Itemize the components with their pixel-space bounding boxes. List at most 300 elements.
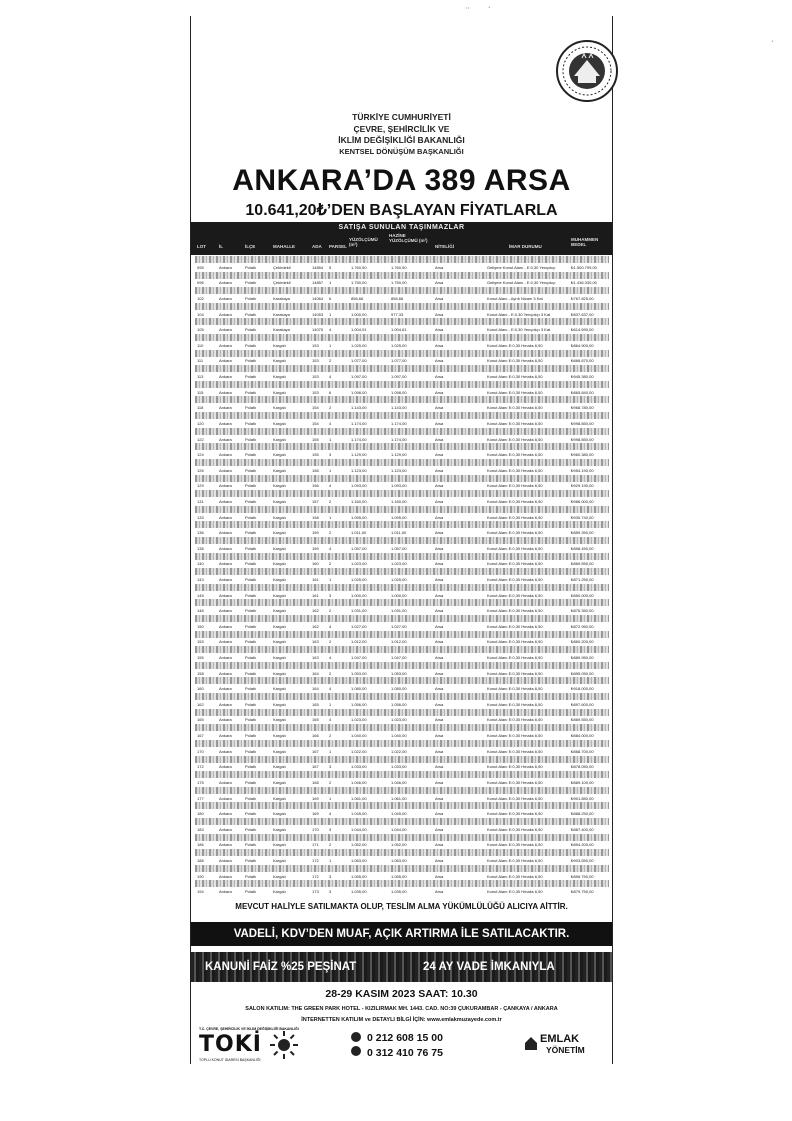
table-cell: Ankara [219, 592, 232, 598]
table-cell: 161 [312, 577, 319, 582]
table-cell: Polatlı [245, 779, 257, 785]
table-cell: Arsa [435, 701, 444, 707]
table-cell: Polatlı [245, 561, 257, 567]
table-cell: ₺968.780,00 [571, 405, 594, 411]
table-cell: Polatlı [245, 842, 257, 848]
table-cell: Polatlı [245, 889, 257, 895]
table-row-scan-noise [195, 490, 609, 497]
table-cell: ₺945.380,00 [571, 374, 594, 380]
table-cell: 1.093,00 [351, 483, 367, 489]
table-cell: 1.123,00 [351, 467, 367, 473]
table-cell: 166 [312, 733, 319, 739]
table-cell: Ankara [219, 311, 232, 317]
table-cell: Konut Alanı E:0,30 Hmaks 6,50 [487, 483, 543, 489]
table-cell: 1.160,00 [391, 498, 407, 504]
table-row-scan-noise [195, 365, 609, 372]
table-cell: Ankara [219, 296, 232, 302]
table-row-scan-noise [195, 631, 609, 638]
table-cell: Ankara [219, 655, 232, 661]
table-cell: 1.095,00 [351, 514, 367, 520]
table-cell: 122 [197, 436, 204, 442]
table-cell: Ankara [219, 264, 232, 270]
table-cell: Konut Alanı E:0,30 Hmaks 6,50 [487, 779, 543, 785]
table-cell: 1.025,00 [391, 577, 407, 582]
table-row [195, 873, 609, 880]
table-cell: 172 [312, 857, 319, 863]
table-cell: 165 [312, 701, 319, 707]
table-cell: 095 [197, 264, 204, 270]
table-cell: ₺903.550,00 [571, 857, 594, 863]
table-cell: Kargalı [273, 701, 286, 707]
table-cell: Konut Alanı E:0,30 Hmaks 6,50 [487, 717, 543, 723]
table-cell: 4 [329, 655, 332, 661]
table-cell: Karakaya [273, 311, 290, 317]
table-row-scan-noise [195, 568, 609, 575]
table-cell: 1.011,00 [391, 530, 407, 536]
table-cell: Ankara [219, 436, 232, 442]
table-cell: ₺860.200,00 [571, 639, 594, 645]
table-cell: 160 [312, 561, 319, 567]
table-cell: Polatlı [245, 811, 257, 817]
seal-icon [556, 40, 618, 102]
table-cell: 856,66 [391, 296, 404, 302]
table-cell: Kargalı [273, 623, 286, 629]
auction-date: 28-29 KASIM 2023 SAAT: 10.30 [325, 988, 478, 1000]
table-cell: Kargalı [273, 420, 286, 426]
table-cell: 162 [312, 608, 319, 614]
table-cell: 4 [329, 811, 332, 817]
table-row-scan-noise [195, 849, 609, 856]
table-row [195, 264, 609, 271]
table-row-scan-noise [195, 303, 609, 310]
table-cell: 4 [329, 545, 332, 551]
table-cell: Arsa [435, 280, 444, 286]
table-cell: 1.055,00 [351, 873, 367, 879]
table-cell: 153 [312, 374, 319, 380]
table-cell: 1.056,00 [351, 701, 367, 707]
table-cell: Konut Alanı E:0,30 Hmaks 6,50 [487, 545, 543, 551]
table-cell: Kargalı [273, 405, 286, 411]
table-cell: 2 [329, 561, 332, 567]
table-cell: Arsa [435, 779, 444, 785]
table-cell: Arsa [435, 795, 444, 801]
table-row [195, 529, 609, 536]
table-cell: 105 [197, 327, 204, 333]
table-cell: 1.093,00 [391, 483, 407, 489]
table-cell: ₺887.400,00 [571, 826, 594, 832]
table-cell: 1.750,00 [391, 280, 407, 286]
phone-icon [349, 1031, 363, 1057]
table-cell: 1.057,00 [391, 545, 407, 551]
table-cell: 170 [197, 748, 204, 754]
table-cell: Kargalı [273, 483, 286, 489]
table-cell: 155 [312, 436, 319, 442]
table-row [195, 732, 609, 739]
table-cell: 154 [312, 405, 319, 411]
table-cell: Arsa [435, 670, 444, 676]
toki-caption: T.C. ÇEVRE, ŞEHİRCİLİK VE İKLİM DEĞİŞİKLİĞİ BAKANLIĞI [199, 1027, 299, 1031]
table-cell: 1.012,00 [391, 639, 407, 645]
table-cell: 856,66 [351, 296, 364, 302]
table-cell: Ankara [219, 561, 232, 567]
table-cell: 133 [197, 514, 204, 520]
table-row-scan-noise [195, 818, 609, 825]
table-cell: Konut Alanı E:0,30 Hmaks 6,50 [487, 764, 543, 770]
table-cell: Arsa [435, 842, 444, 848]
table-cell: Konut Alanı - E:0,30 Yençokçı 3 Kat [487, 327, 551, 333]
table-cell: 158 [197, 670, 204, 676]
table-cell: 1.046,00 [351, 779, 367, 785]
table-cell: Konut Alanı E:0,30 Hmaks 6,50 [487, 342, 543, 348]
table-cell: 4 [329, 623, 332, 629]
table-cell: 1.061,00 [391, 795, 407, 801]
table-cell: 1.046,00 [391, 779, 407, 785]
table-cell: Polatlı [245, 327, 257, 333]
table-cell: 1.053,00 [351, 670, 367, 676]
table-cell: Ankara [219, 795, 232, 801]
table-cell: Arsa [435, 514, 444, 520]
scan-mark: ´ [487, 6, 491, 15]
table-cell: ₺889.950,00 [571, 655, 594, 661]
installment-text: 24 AY VADE İMKANIYLA [423, 961, 555, 973]
table-cell: ₺960.380,00 [571, 452, 594, 458]
table-cell: 4 [329, 420, 332, 426]
table-cell: 1.040,00 [351, 733, 367, 739]
table-row-scan-noise [195, 787, 609, 794]
table-cell: Kargalı [273, 608, 286, 614]
table-cell: Ankara [219, 452, 232, 458]
table-row [195, 451, 609, 458]
table-cell: 1 [329, 577, 332, 582]
table-cell: ₺897.600,00 [571, 701, 594, 707]
table-row [195, 514, 609, 521]
table-cell: ₺767.825,00 [571, 296, 594, 302]
table-cell: 6 [329, 296, 332, 302]
table-cell: Gelişme Konut Alanı - E:0,30 Yençokçı [487, 264, 556, 270]
table-cell: Polatlı [245, 592, 257, 598]
table-cell: 1.004,91 [351, 327, 367, 333]
table-cell: Polatlı [245, 623, 257, 629]
table-cell: Çekirdekli [273, 280, 291, 286]
table-cell: Ankara [219, 842, 232, 848]
lot-table [195, 256, 609, 896]
table-cell: ₺864.900,00 [571, 342, 594, 348]
table-cell: 1 [329, 857, 332, 863]
table-cell: Polatlı [245, 748, 257, 754]
table-cell: Kargalı [273, 545, 286, 551]
table-cell: Kargalı [273, 639, 286, 645]
table-row-scan-noise [195, 475, 609, 482]
table-cell: Konut Alanı - E:0,30 Yençokçı 3 Kat [487, 311, 551, 317]
table-row [195, 748, 609, 755]
table-cell: Arsa [435, 889, 444, 895]
table-cell: 2 [329, 530, 332, 536]
table-cell: Polatlı [245, 733, 257, 739]
table-cell: 1.023,00 [351, 561, 367, 567]
table-cell: 14064 [312, 296, 324, 302]
table-cell: Konut Alanı E:0,30 Hmaks 6,50 [487, 577, 543, 582]
table-cell: 1.045,00 [351, 811, 367, 817]
table-row [195, 404, 609, 411]
table-cell: 190 [197, 873, 204, 879]
table-cell: 2 [329, 842, 332, 848]
table-cell: Konut Alanı E:0,30 Hmaks 6,50 [487, 561, 543, 567]
table-cell: 4 [329, 717, 332, 723]
table-cell: Kargalı [273, 795, 286, 801]
table-cell: ₺869.550,00 [571, 561, 594, 567]
table-cell: 1.080,00 [391, 686, 407, 692]
table-row [195, 576, 609, 583]
table-cell: Kargalı [273, 873, 286, 879]
table-cell: 2 [329, 405, 332, 411]
table-cell: 1.063,00 [391, 857, 407, 863]
table-cell: 1 [329, 311, 332, 317]
table-cell: Konut Alanı E:0,30 Hmaks 6,50 [487, 452, 543, 458]
table-cell: Konut Alanı E:0,30 Hmaks 6,50 [487, 608, 543, 614]
toki-logo: TOKİ [199, 1032, 262, 1057]
table-cell: Arsa [435, 561, 444, 567]
table-cell: Kargalı [273, 452, 286, 458]
table-row-scan-noise [195, 256, 609, 263]
table-cell: Ankara [219, 779, 232, 785]
table-cell: ₺998.850,00 [571, 436, 594, 442]
table-cell: Kargalı [273, 857, 286, 863]
table-cell: 154 [312, 420, 319, 426]
table-cell: Polatlı [245, 498, 257, 504]
table-cell: Kargalı [273, 577, 286, 582]
table-cell: Konut Alanı E:0,30 Hmaks 6,50 [487, 592, 543, 598]
table-cell: Arsa [435, 420, 444, 426]
column-header: LOT [197, 244, 206, 249]
table-cell: 1.052,00 [391, 842, 407, 848]
table-row [195, 763, 609, 770]
table-cell: Polatlı [245, 280, 257, 286]
table-cell: 1.174,00 [351, 436, 367, 442]
table-cell: 159 [312, 545, 319, 551]
table-cell: 096 [197, 280, 204, 286]
table-cell: 186 [197, 842, 204, 848]
table-cell: 1 [329, 467, 332, 473]
table-cell: Ankara [219, 670, 232, 676]
table-cell: 164 [312, 670, 319, 676]
table-row-scan-noise [195, 771, 609, 778]
table-cell: Ankara [219, 483, 232, 489]
table-cell: ₺871.250,00 [571, 577, 594, 582]
table-cell: Ankara [219, 342, 232, 348]
table-cell: 188 [197, 857, 204, 863]
table-cell: Kargalı [273, 436, 286, 442]
table-row [195, 420, 609, 427]
table-cell: 150 [197, 623, 204, 629]
table-cell: Konut Alanı E:0,30 Hmaks 6,50 [487, 889, 543, 895]
sun-logo-icon [269, 1030, 299, 1060]
table-cell: 1.047,00 [351, 655, 367, 661]
table-cell: 1.035,00 [351, 889, 367, 895]
table-cell: Arsa [435, 826, 444, 832]
table-cell: Kargalı [273, 592, 286, 598]
table-cell: Gelişme Konut Alanı - E:0,30 Yençokçı [487, 280, 556, 286]
table-cell: Arsa [435, 623, 444, 629]
table-cell: 1.033,00 [391, 764, 407, 770]
table-cell: Ankara [219, 811, 232, 817]
table-cell: 153 [312, 389, 319, 395]
table-cell: 156 [312, 483, 319, 489]
table-cell: Konut Alanı E:0,30 Hmaks 6,50 [487, 389, 543, 395]
table-row [195, 670, 609, 677]
table-cell: 1.129,00 [391, 452, 407, 458]
table-cell: 4 [329, 483, 332, 489]
table-cell: ₺954.190,00 [571, 467, 594, 473]
table-cell: 4 [329, 374, 332, 380]
table-row-scan-noise [195, 802, 609, 809]
table-cell: Arsa [435, 264, 444, 270]
table-row-scan-noise [195, 834, 609, 841]
table-cell: Arsa [435, 577, 444, 582]
table-cell: Polatlı [245, 795, 257, 801]
toki-subtitle: TOPLU KONUT İDARESİ BAŞKANLIĞI [199, 1058, 261, 1062]
table-cell: 162 [312, 623, 319, 629]
table-cell: Polatlı [245, 296, 257, 302]
table-cell: 1.023,00 [391, 561, 407, 567]
table-row [195, 545, 609, 552]
table-row-scan-noise [195, 615, 609, 622]
table-cell: Kargalı [273, 530, 286, 536]
table-cell: ₺872.950,00 [571, 623, 594, 629]
table-row [195, 654, 609, 661]
table-cell: ₺837.637,00 [571, 311, 594, 317]
table-cell: Polatlı [245, 764, 257, 770]
table-cell: ₺866.670,00 [571, 358, 594, 364]
table-cell: 1.022,00 [351, 748, 367, 754]
table-cell: Kargalı [273, 389, 286, 395]
table-cell: 1.080,00 [351, 686, 367, 692]
table-title: SATIŞA SUNULAN TAŞINMAZLAR [338, 224, 465, 231]
table-cell: 3 [329, 826, 332, 832]
table-row-scan-noise [195, 865, 609, 872]
table-cell: 126 [197, 467, 204, 473]
table-cell: 140 [197, 561, 204, 567]
table-cell: 153 [312, 342, 319, 348]
table-cell: Polatlı [245, 639, 257, 645]
table-row [195, 795, 609, 802]
table-cell: 168 [312, 779, 319, 785]
table-cell: 1.174,00 [391, 436, 407, 442]
table-cell: 175 [197, 779, 204, 785]
table-row [195, 623, 609, 630]
table-cell: Ankara [219, 717, 232, 723]
table-row [195, 295, 609, 302]
table-cell: 4 [329, 686, 332, 692]
column-header: İLÇE [245, 244, 256, 249]
table-cell: Ankara [219, 280, 232, 286]
table-cell: Konut Alanı E:0,30 Hmaks 6,50 [487, 795, 543, 801]
table-cell: Arsa [435, 545, 444, 551]
table-cell: 171 [312, 842, 319, 848]
table-row [195, 857, 609, 864]
table-cell: 2 [329, 779, 332, 785]
table-cell: 14053 [312, 311, 324, 317]
table-cell: 161 [312, 592, 319, 598]
table-cell: ₺884.000,00 [571, 733, 594, 739]
table-cell: Ankara [219, 467, 232, 473]
table-cell: 102 [197, 296, 204, 302]
table-cell: 3 [329, 889, 332, 895]
table-row [195, 607, 609, 614]
table-row-scan-noise [195, 584, 609, 591]
table-cell: Polatlı [245, 826, 257, 832]
table-cell: Arsa [435, 873, 444, 879]
table-cell: Arsa [435, 811, 444, 817]
table-cell: Ankara [219, 389, 232, 395]
table-cell: 1 [329, 436, 332, 442]
table-cell: Konut Alanı E:0,30 Hmaks 6,50 [487, 405, 543, 411]
column-header: MUHAMMEN BEDEL [571, 237, 599, 247]
table-cell: 1.077,00 [391, 358, 407, 364]
table-cell: Polatlı [245, 701, 257, 707]
table-cell: 1.123,00 [391, 467, 407, 473]
table-row-scan-noise [195, 381, 609, 388]
table-cell: Ankara [219, 530, 232, 536]
table-cell: 1.031,00 [391, 608, 407, 614]
table-cell: Polatlı [245, 420, 257, 426]
table-row-scan-noise [195, 880, 609, 887]
table-row [195, 560, 609, 567]
table-cell: 129 [197, 483, 204, 489]
table-cell: Ankara [219, 327, 232, 333]
table-cell: Polatlı [245, 670, 257, 676]
column-header: PARSEL [329, 244, 347, 249]
table-cell: 160 [197, 686, 204, 692]
table-cell: 14075 [312, 327, 324, 333]
table-cell: 173 [312, 889, 319, 895]
table-cell: 1.143,00 [391, 405, 407, 411]
column-header: İL [219, 244, 223, 249]
table-cell: 1.750,00 [351, 280, 367, 286]
table-cell: Ankara [219, 701, 232, 707]
emlak-logo-subtext: YÖNETİM [546, 1045, 585, 1055]
table-row [195, 389, 609, 396]
table-cell: Ankara [219, 374, 232, 380]
table-cell: Arsa [435, 405, 444, 411]
table-row-scan-noise [195, 272, 609, 279]
table-cell: Arsa [435, 327, 444, 333]
table-cell: 1.056,00 [391, 701, 407, 707]
table-cell: Konut Alanı E:0,30 Hmaks 6,50 [487, 514, 543, 520]
table-cell: Arsa [435, 483, 444, 489]
table-cell: Arsa [435, 374, 444, 380]
table-cell: Arsa [435, 342, 444, 348]
table-cell: 1.027,00 [391, 623, 407, 629]
table-cell: ₺894.200,00 [571, 842, 594, 848]
table-cell: 1.000,00 [351, 592, 367, 598]
table-cell: 2 [329, 670, 332, 676]
table-cell: Polatlı [245, 374, 257, 380]
table-cell: 165 [197, 717, 204, 723]
table-cell: Kargalı [273, 514, 286, 520]
table-cell: ₺930.740,00 [571, 514, 594, 520]
table-cell: Arsa [435, 686, 444, 692]
table-row-scan-noise [195, 677, 609, 684]
table-cell: Konut Alanı E:0,30 Hmaks 6,50 [487, 498, 543, 504]
emlak-logo-text: EMLAK [540, 1033, 580, 1045]
table-cell: ₺918.000,00 [571, 686, 594, 692]
table-cell: 2 [329, 733, 332, 739]
ministry-line: ÇEVRE, ŞEHİRCİLİK VE [353, 124, 450, 134]
table-cell: Ankara [219, 733, 232, 739]
sale-terms-banner: VADELİ, KDV’DEN MUAF, AÇIK ARTIRMA İLE SATILACAKTIR. [191, 922, 612, 946]
table-cell: Kargalı [273, 358, 286, 364]
table-cell: 1.045,00 [391, 811, 407, 817]
